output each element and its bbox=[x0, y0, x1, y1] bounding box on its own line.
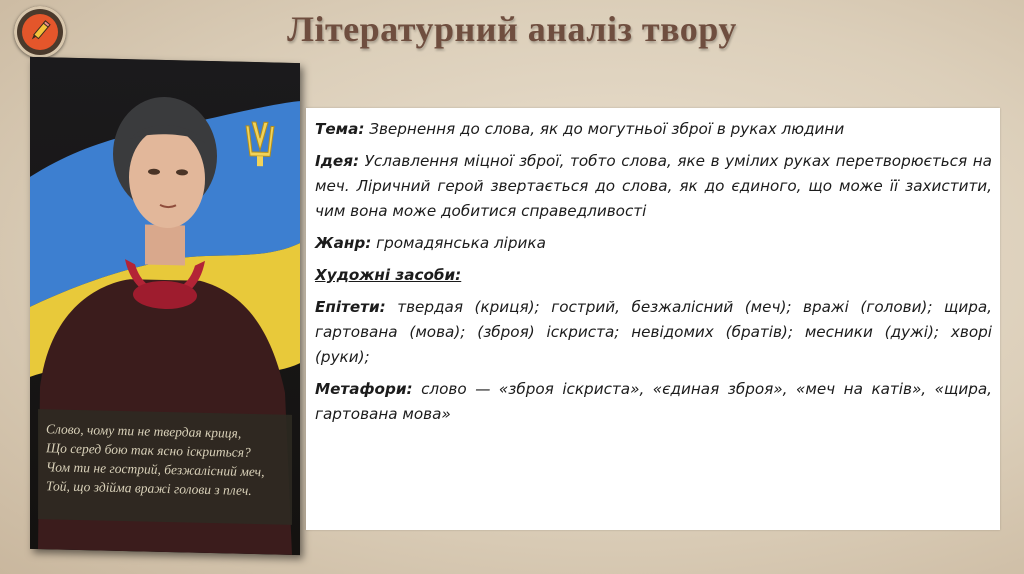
portrait-painting bbox=[30, 57, 300, 555]
analysis-panel bbox=[306, 108, 1000, 530]
idea-label: Ідея: bbox=[315, 152, 360, 170]
metaphors-label: Метафори: bbox=[315, 380, 413, 398]
poem-text bbox=[46, 419, 286, 500]
genre-paragraph bbox=[315, 231, 992, 256]
poem-line: Слово, чому ти не твердая криця, bbox=[46, 421, 242, 441]
epithets-text: твердая (криця); гострий, безжалісний (меч); вражі (голови); щира, гартована (мова); (зброя) іскриста; невідомих (братів); месники (дужі); хворі (руки); bbox=[315, 298, 992, 366]
theme-label: Тема: bbox=[315, 120, 365, 138]
theme-paragraph bbox=[315, 117, 992, 142]
poem-line: Чом ти не гострий, безжалісний меч, bbox=[46, 459, 265, 480]
idea-text: Уславлення міцної зброї, тобто слова, яке в умілих руках перетворюється на меч. Ліричний герой звертається до слова, як до єдиного, що може її захистити, чим вона може добитися справедливості bbox=[315, 152, 992, 220]
epithets-paragraph bbox=[315, 295, 992, 370]
devices-heading bbox=[315, 263, 992, 288]
metaphors-paragraph bbox=[315, 377, 992, 427]
genre-label: Жанр: bbox=[315, 234, 372, 252]
metaphors-text: слово — «зброя іскриста», «єдиная зброя», «меч на катів», «щира, гартована мова» bbox=[315, 380, 992, 423]
devices-label: Художні засоби: bbox=[315, 266, 462, 284]
genre-text: громадянська лірика bbox=[371, 234, 546, 252]
page-title: Літературний аналіз твору bbox=[287, 9, 737, 49]
poem-line: Той, що здійма вражі голови з плеч. bbox=[46, 478, 252, 498]
theme-text: Звернення до слова, як до могутньої зброї в руках людини bbox=[364, 120, 845, 138]
idea-paragraph bbox=[315, 149, 992, 224]
poem-line: Що серед бою так ясно іскриться? bbox=[46, 440, 251, 460]
epithets-label: Епітети: bbox=[315, 298, 386, 316]
